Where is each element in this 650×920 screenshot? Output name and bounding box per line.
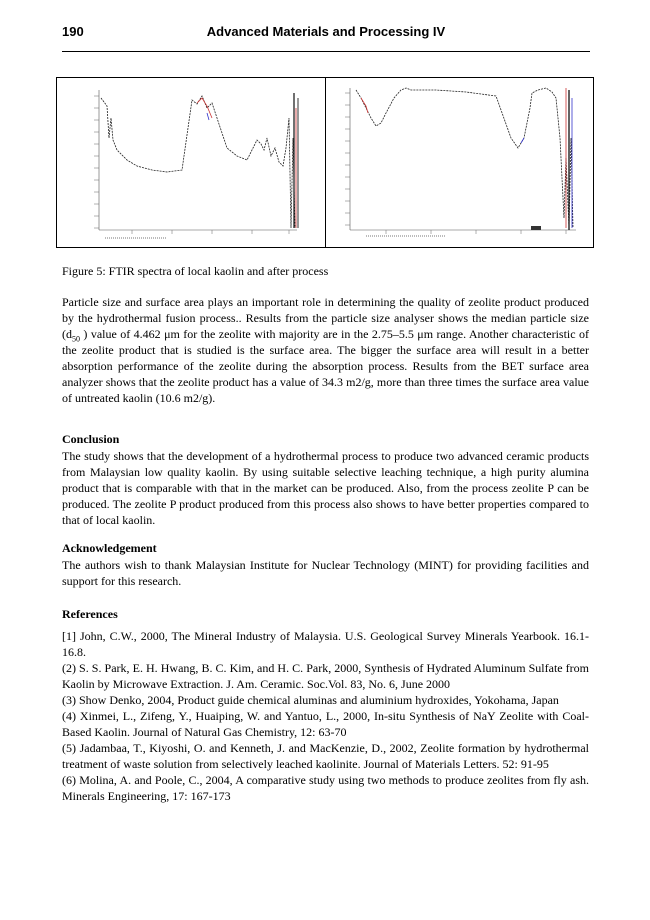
running-header — [62, 24, 590, 42]
particle-size-paragraph: Particle size and surface area plays an important role in determining the quality of zeolite product produced by the hydrothermal fusion process.. Results from the particle size analyser shows the median particle size ($d_{50}$ ) value of 4.462 μm for the zeolite with majority are in the 2.75–5.5 μm range. Another characteristic of the zeolite product that is studied is the surface area. The bigger the surface area will result in a better absorption performance of the zeolite during the absorption process. Results from the BET surface area analyzer shows that the zeolite product has a value of 34.3 m2/g, more than three times the surface area value of untreated kaolin (10.6 m2/g). — [62, 295, 589, 405]
ftir-spectrum-kaolin — [57, 78, 325, 247]
header-rule — [62, 51, 590, 52]
ftir-spectrum-after-process — [326, 78, 594, 247]
reference-item: (5) Jadambaa, T., Kiyoshi, O. and Kenneth, J. and MacKenzie, D., 2002, Zeolite formation by hydrothermal treatment of waste solution from selectively leached kaolinite. Journal of Materials Letters. 52: 91-95 — [62, 741, 589, 771]
page-number: 190 — [62, 24, 84, 39]
reference-item: (6) Molina, A. and Poole, C., 2004, A comparative study using two methods to produce zeolites from fly ash. Minerals Engineering, 17: 167-173 — [62, 773, 589, 803]
reference-item: (2) S. S. Park, E. H. Hwang, B. C. Kim, and H. C. Park, 2000, Synthesis of Hydrated Aluminum Sulfate from Kaolin by Microwave Extraction. J. Am. Ceramic. Soc.Vol. 83, No. 6, June 2000 — [62, 661, 589, 691]
acknowledgement-paragraph: The authors wish to thank Malaysian Institute for Nuclear Technology (MINT) for providing facilities and support for this research. — [62, 558, 589, 588]
conclusion-heading: Conclusion — [62, 432, 120, 446]
figure-caption: Figure 5: FTIR spectra of local kaolin and after process — [62, 264, 329, 278]
conclusion-paragraph: The study shows that the development of a hydrothermal process to produce two advanced ceramic products from Malaysian low quality kaolin. By using suitable selective leaching technique, a high purity alumina product that is comparable with that in the market can be produced. Also, from the process zeolite P can be produced. The zeolite P product produced from this process also shows to have better properties compared to that of local kaolin. — [62, 449, 589, 527]
journal-title: Advanced Materials and Processing IV — [206, 24, 446, 39]
reference-item: (4) Xinmei, L., Zifeng, Y., Huaiping, W. and Yantuo, L., 2000, In-situ Synthesis of NaY Zeolite with Coal-Based Kaolin. Journal of Natural Gas Chemistry, 12: 63-70 — [62, 709, 589, 739]
acknowledgement-heading: Acknowledgement — [62, 541, 157, 555]
reference-item: [1] John, C.W., 2000, The Mineral Industry of Malaysia. U.S. Geological Survey Minerals Yearbook. 16.1-16.8. — [62, 629, 589, 659]
reference-item: (3) Show Denko, 2004, Product guide chemical aluminas and aluminium hydroxides, Yokohama, Japan — [62, 693, 559, 707]
references-heading: References — [62, 607, 118, 621]
reference-list — [62, 628, 589, 804]
ftir-figure — [56, 77, 594, 248]
